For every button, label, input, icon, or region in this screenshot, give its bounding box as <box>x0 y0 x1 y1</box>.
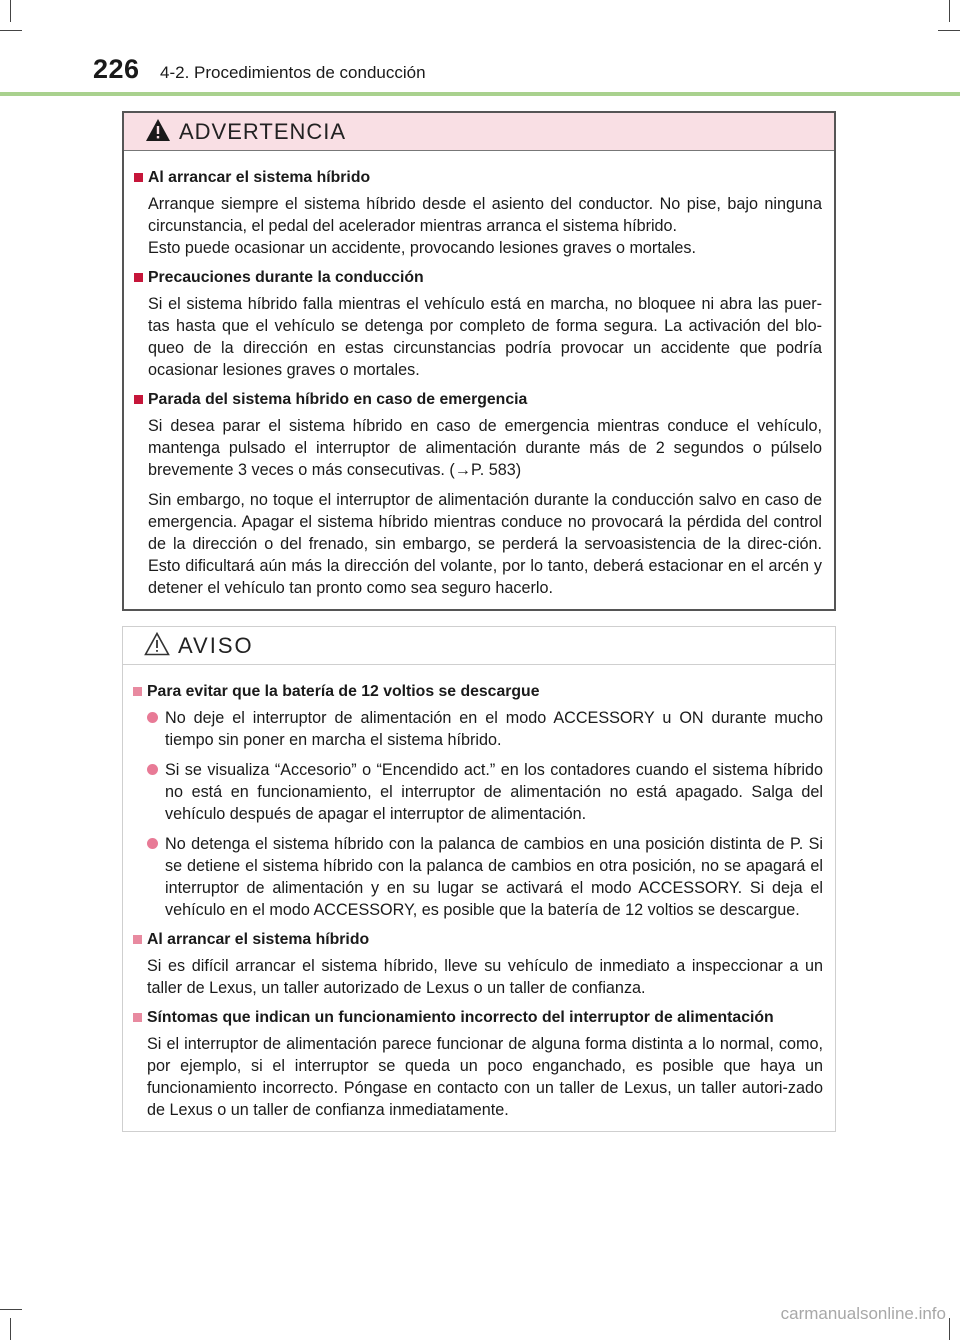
notice-body <box>123 665 835 1121</box>
crop-mark <box>949 1318 950 1340</box>
notice-item-title: Síntomas que indican un funcionamiento incorrecto del interruptor de alimentación <box>133 1007 823 1029</box>
crop-mark <box>0 30 22 31</box>
warning-item-title: Al arrancar el sistema híbrido <box>134 167 822 189</box>
page-number: 226 <box>93 54 140 84</box>
circle-bullet-icon <box>147 838 158 849</box>
circle-bullet-icon <box>147 764 158 775</box>
header-rule <box>0 92 960 96</box>
square-bullet-icon <box>134 173 143 182</box>
paragraph: Si el sistema híbrido falla mientras el vehículo está en marcha, no bloquee ni abra las puer-tas hasta que el vehículo se detenga por completo de forma segura. La activación del blo-queo de la dirección en estas circunstancias podría provocar un accidente que podría ocasionar lesiones graves o mortales. <box>148 295 822 379</box>
square-bullet-icon <box>134 395 143 404</box>
square-bullet-icon <box>134 273 143 282</box>
crop-mark <box>0 1309 22 1310</box>
crop-mark <box>949 0 950 22</box>
warning-triangle-icon <box>145 118 171 142</box>
square-bullet-icon <box>133 935 142 944</box>
paragraph: Si el interruptor de alimentación parece funcionar de alguna forma distinta a lo normal, como, por ejemplo, si el interruptor se queda un poco enganchado, es posible que haya un funcionamiento incorrecto. Póngase en contacto con un taller de Lexus, un taller autori-zado de Lexus o un taller de confianza inmediatamente. <box>147 1035 823 1119</box>
notice-item-title: Para evitar que la batería de 12 voltios se descargue <box>133 681 823 703</box>
square-bullet-icon <box>133 687 142 696</box>
square-bullet-icon <box>133 1013 142 1022</box>
warning-item-title: Parada del sistema híbrido en caso de emergencia <box>134 389 822 411</box>
list-item: Si se visualiza “Accesorio” o “Encendido act.” en los contadores cuando el sistema híbrido no está en funcionamiento, el interruptor de alimentación no está apagado. Salga del vehículo después de apagar el interruptor de alimentación. <box>147 759 823 825</box>
notice-box <box>122 626 836 1132</box>
caution-triangle-icon <box>144 632 170 656</box>
warning-box <box>122 111 836 611</box>
list-item: No deje el interruptor de alimentación en el modo ACCESSORY u ON durante mucho tiempo sin poner en marcha el sistema híbrido. <box>147 707 823 751</box>
section-title: 4-2. Procedimientos de conducción <box>160 63 426 82</box>
paragraph: Sin embargo, no toque el interruptor de alimentación durante la conducción salvo en caso de emergencia. Apagar el sistema híbrido mientras conduce no provocará la pérdida del control de la dirección o del frenado, sin embargo, se perderá la servoasistencia de la direc-ción. Esto dificultará aún más la dirección del volante, por lo tanto, deberá estacionar en el arcén y detener el vehículo tan pronto como sea seguro hacerlo. <box>148 491 822 597</box>
watermark: carmanualsonline.info <box>780 1304 946 1323</box>
warning-body <box>124 151 834 599</box>
paragraph: Arranque siempre el sistema híbrido desde el asiento del conductor. No pise, bajo ninguna circunstancia, el pedal del acelerador mientras arranca el sistema híbrido. <box>148 195 822 235</box>
circle-bullet-icon <box>147 712 158 723</box>
paragraph: Si es difícil arrancar el sistema híbrido, lleve su vehículo de inmediato a inspeccionar a un taller de Lexus, un taller autorizado de Lexus o un taller de confianza. <box>147 957 823 997</box>
warning-header <box>124 113 834 151</box>
notice-title: AVISO <box>178 633 254 658</box>
crop-mark <box>10 1318 11 1340</box>
notice-header <box>123 627 835 665</box>
crop-mark <box>10 0 11 22</box>
paragraph: Esto puede ocasionar un accidente, provocando lesiones graves o mortales. <box>148 239 697 257</box>
warning-title: ADVERTENCIA <box>179 119 347 144</box>
notice-item-title: Al arrancar el sistema híbrido <box>133 929 823 951</box>
crop-mark <box>938 30 960 31</box>
list-item: No detenga el sistema híbrido con la palanca de cambios en una posición distinta de P. Si se detiene el sistema híbrido con la palanca de cambios en otra posición, no se apagará el interruptor de alimentación y en su lugar se activará el modo ACCESSORY. Si deja el vehículo en el modo ACCESSORY, es posible que la batería de 12 voltios se descargue. <box>147 833 823 921</box>
paragraph: Si desea parar el sistema híbrido en caso de emergencia mientras conduce el vehículo, mantenga pulsado el interruptor de alimentación durante más de 2 segundos o púlselo brevemente 3 veces o más consecutivas. (→P. 583) <box>148 417 822 479</box>
warning-item-title: Precauciones durante la conducción <box>134 267 822 289</box>
